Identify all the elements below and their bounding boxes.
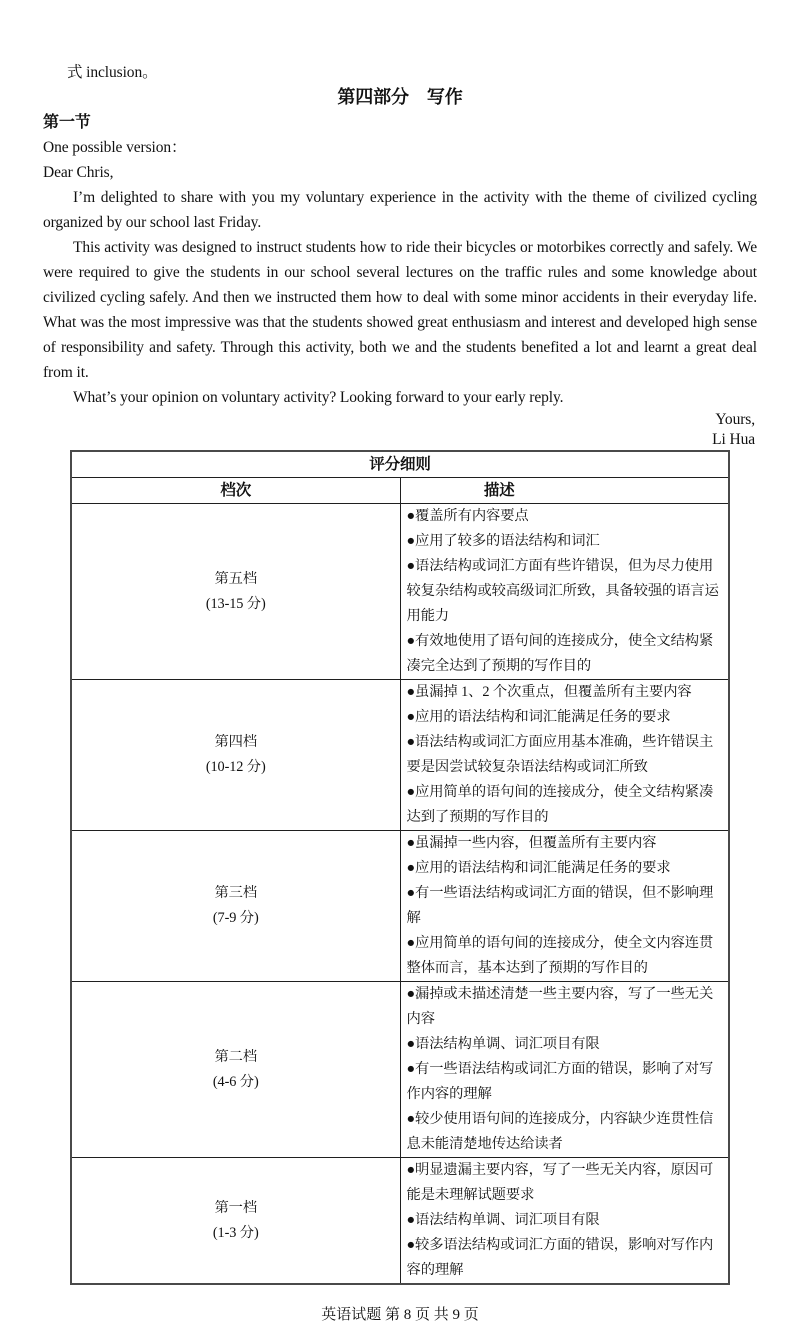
page-footer: 英语试题 第 8 页 共 9 页 (321, 1307, 479, 1323)
rubric-point: ●应用的语法结构和词汇能满足任务的要求 (406, 860, 671, 876)
essay-paragraph-2: This activity was designed to instruct students how to ride their bicycles or motorbikes correctly and safely. We were required to give the students in our school several lectures on the traffic rules and some knowledge about civilized cycling safely. And then we instructed them how to deal with some minor accidents in their everyday life. What was the most impressive was that the students showed great enthusiasm and interest and developed high sense of responsibility and safety. Through this activity, both we and the students benefited a lot and learnt a great deal from it. (43, 239, 757, 381)
rubric-point: ●漏掉或未描述清楚一些主要内容，写了一些无关内容 (406, 986, 714, 1027)
closing-yours: Yours, (715, 411, 755, 428)
rubric-point: ●较多语法结构或词汇方面的错误，影响对写作内容的理解 (406, 1237, 714, 1278)
band-score: (10-12 分) (205, 759, 266, 775)
band-score: (4-6 分) (212, 1073, 259, 1090)
rubric-title: 评分细则 (71, 451, 729, 478)
rubric-point: ●应用的语法结构和词汇能满足任务的要求 (406, 709, 671, 725)
band-label: 第三档 (214, 885, 258, 901)
rubric-point: ●有一些语法结构或词汇方面的错误，但不影响理解 (406, 885, 714, 926)
version-label: One possible version： (43, 139, 187, 156)
band-score: (13-15 分) (205, 595, 266, 612)
band-label: 第四档 (214, 734, 258, 750)
rubric-point: ●应用了较多的语法结构和词汇 (406, 533, 600, 549)
column-header-description: 描述 (400, 478, 729, 504)
essay-paragraph-3: What’s your opinion on voluntary activity? Looking forward to your early reply. (73, 389, 564, 406)
rubric-point: ●语法结构或词汇方面有些许错误，但为尽力使用较复杂结构或较高级词汇所致，具备较强的语言运用能力 (406, 558, 719, 624)
column-header-level: 档次 (71, 478, 400, 504)
band-score: (1-3 分) (212, 1224, 259, 1241)
rubric-row-band3 (71, 831, 729, 982)
band5-desc-cell (400, 504, 729, 680)
rubric-point: ●语法结构单调、词汇项目有限 (406, 1212, 600, 1228)
rubric-point: ●应用简单的语句间的连接成分，使全文结构紧凑达到了预期的写作目的 (406, 784, 714, 825)
letter-closing (43, 410, 757, 450)
band2-desc-cell (400, 982, 729, 1158)
band2-level-cell (71, 982, 400, 1158)
band1-level-cell (71, 1158, 400, 1285)
rubric-point: ●语法结构或词汇方面应用基本准确，些许错误主要是因尝试较复杂语法结构或词汇所致 (406, 734, 714, 775)
rubric-point: ●较少使用语句间的连接成分，内容缺少连贯性信息未能清楚地传达给读者 (406, 1111, 714, 1152)
band4-desc-cell (400, 680, 729, 831)
band1-desc-cell (400, 1158, 729, 1285)
essay-paragraph-1: I’m delighted to share with you my voluntary experience in the activity with the theme of civilized cycling organized by our school last Friday. (43, 189, 757, 231)
band-label: 第二档 (214, 1048, 258, 1065)
band3-desc-cell (400, 831, 729, 982)
rubric-row-band4 (71, 680, 729, 831)
band-score: (7-9 分) (212, 910, 259, 926)
rubric-point: ●覆盖所有内容要点 (406, 508, 529, 524)
rubric-row-band1 (71, 1158, 729, 1285)
rubric-title-row (71, 451, 729, 478)
rubric-header-row (71, 478, 729, 504)
rubric-point: ●虽漏掉 1、2 个次重点，但覆盖所有主要内容 (406, 684, 692, 700)
band3-level-cell (71, 831, 400, 982)
subsection-heading: 第一节 (43, 114, 91, 131)
band-label: 第一档 (214, 1199, 258, 1216)
rubric-row-band5 (71, 504, 729, 680)
rubric-point: ●有一些语法结构或词汇方面的错误，影响了对写作内容的理解 (406, 1061, 714, 1102)
rubric-point: ●有效地使用了语句间的连接成分，使全文结构紧凑完全达到了预期的写作目的 (406, 633, 714, 674)
band4-level-cell (71, 680, 400, 831)
rubric-point: ●虽漏掉一些内容，但覆盖所有主要内容 (406, 835, 657, 851)
rubric-point: ●应用简单的语句间的连接成分，使全文内容连贯整体而言，基本达到了预期的写作目的 (406, 935, 714, 976)
rubric-point: ●明显遗漏主要内容，写了一些无关内容，原因可能是未理解试题要求 (406, 1162, 714, 1203)
carryover-text: 式 inclusion。 (67, 64, 158, 81)
closing-signature: Li Hua (712, 431, 755, 448)
salutation: Dear Chris, (43, 164, 114, 181)
band5-level-cell (71, 504, 400, 680)
rubric-row-band2 (71, 982, 729, 1158)
section-title: 第四部分 写作 (337, 87, 463, 107)
rubric-point: ●语法结构单调、词汇项目有限 (406, 1036, 600, 1052)
band-label: 第五档 (214, 570, 258, 587)
scoring-rubric-table (70, 450, 730, 1285)
